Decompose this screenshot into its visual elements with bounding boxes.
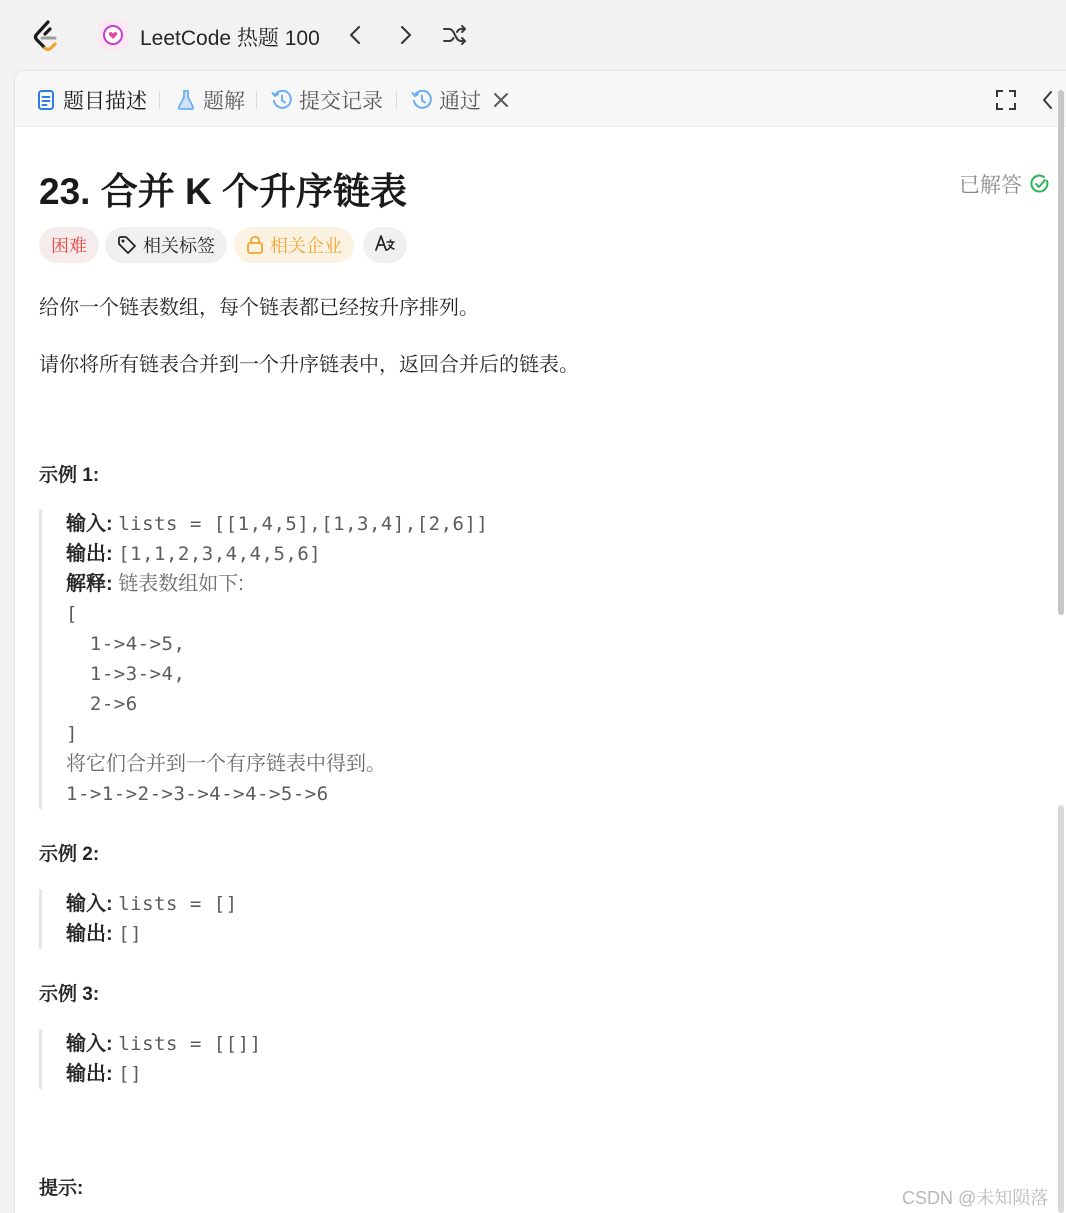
solved-status	[959, 169, 1050, 199]
history-icon	[411, 89, 433, 111]
example-input: lists = []	[118, 893, 238, 915]
tag-icon	[117, 235, 137, 255]
leetcode-logo-icon[interactable]	[28, 18, 64, 54]
related-tags-label: 相关标签	[143, 236, 215, 256]
fullscreen-icon	[995, 89, 1017, 111]
explain-line: 将它们合并到一个有序链表中得到。	[66, 753, 386, 775]
translate-icon	[374, 233, 396, 258]
explain-line: 链表数组如下:	[118, 573, 244, 595]
explain-line: 2->6	[66, 693, 138, 715]
tab-label: 题解	[203, 90, 245, 113]
example-output: []	[118, 923, 143, 945]
tab-label: 提交记录	[299, 90, 383, 113]
chevron-left-icon	[1040, 89, 1056, 111]
example-input: lists = [[1,4,5],[1,3,4],[2,6]]	[118, 513, 489, 535]
flask-icon	[175, 89, 197, 111]
example-heading: 示例 3:	[39, 984, 100, 1005]
description-paragraph: 给你一个链表数组，每个链表都已经按升序排列。	[39, 297, 479, 319]
random-problem-button[interactable]	[440, 20, 470, 50]
tab-description[interactable]	[35, 85, 147, 115]
example-heading: 示例 1:	[39, 465, 100, 486]
explain-label: 解释:	[66, 573, 113, 595]
related-companies-label: 相关企业	[270, 236, 342, 256]
scrollbar-track[interactable]	[1058, 805, 1064, 1213]
example-block	[39, 889, 238, 949]
example-block	[39, 1029, 262, 1089]
watermark: CSDN @未知陨落	[902, 1188, 1049, 1208]
problem-title: 23. 合并 K 个升序链表	[39, 171, 407, 212]
explain-line: ]	[66, 723, 78, 745]
tab-label: 题目描述	[63, 90, 147, 113]
close-tab-icon[interactable]	[493, 92, 509, 108]
difficulty-label: 困难	[51, 236, 87, 256]
document-icon	[35, 89, 57, 111]
related-tags-button[interactable]	[105, 227, 227, 263]
studyplan-heart-icon[interactable]	[98, 20, 128, 50]
panel-tabbar	[15, 71, 1066, 127]
chevron-right-icon	[397, 24, 415, 46]
example-heading: 示例 2:	[39, 844, 100, 865]
example-output: []	[118, 1063, 143, 1085]
explain-line: 1->3->4,	[66, 663, 186, 685]
explain-line: [	[66, 603, 78, 625]
input-label: 输入:	[66, 893, 113, 915]
tab-divider	[396, 91, 397, 109]
chevron-left-icon	[346, 24, 364, 46]
input-label: 输入:	[66, 513, 113, 535]
prev-problem-button[interactable]	[340, 20, 370, 50]
output-label: 输出:	[66, 923, 113, 945]
history-icon	[271, 89, 293, 111]
shuffle-icon	[441, 23, 469, 47]
hints-heading: 提示:	[39, 1178, 84, 1199]
tab-solutions[interactable]	[175, 85, 245, 115]
tab-label: 通过	[439, 90, 481, 113]
example-block	[39, 509, 488, 809]
output-label: 输出:	[66, 1063, 113, 1085]
fullscreen-button[interactable]	[993, 87, 1019, 113]
tab-accepted[interactable]	[411, 85, 509, 115]
example-output: [1,1,2,3,4,4,5,6]	[118, 543, 322, 565]
related-companies-button[interactable]	[234, 227, 354, 263]
solved-label: 已解答	[959, 174, 1022, 197]
translate-button[interactable]	[363, 227, 407, 263]
check-circle-icon	[1030, 174, 1050, 194]
scrollbar-thumb[interactable]	[1058, 90, 1064, 615]
explain-line: 1->1->2->3->4->4->5->6	[66, 783, 329, 805]
tab-divider	[159, 91, 160, 109]
output-label: 输出:	[66, 543, 113, 565]
top-navbar	[0, 0, 1066, 70]
problem-panel	[14, 70, 1066, 1213]
example-input: lists = [[]]	[118, 1033, 262, 1055]
lock-icon	[246, 235, 264, 255]
tab-submissions[interactable]	[271, 85, 383, 115]
studyplan-title[interactable]: LeetCode 热题 100	[140, 27, 320, 50]
explain-line: 1->4->5,	[66, 633, 186, 655]
description-paragraph: 请你将所有链表合并到一个升序链表中，返回合并后的链表。	[39, 354, 579, 376]
input-label: 输入:	[66, 1033, 113, 1055]
difficulty-badge	[39, 227, 99, 263]
next-problem-button[interactable]	[391, 20, 421, 50]
tab-divider	[256, 91, 257, 109]
